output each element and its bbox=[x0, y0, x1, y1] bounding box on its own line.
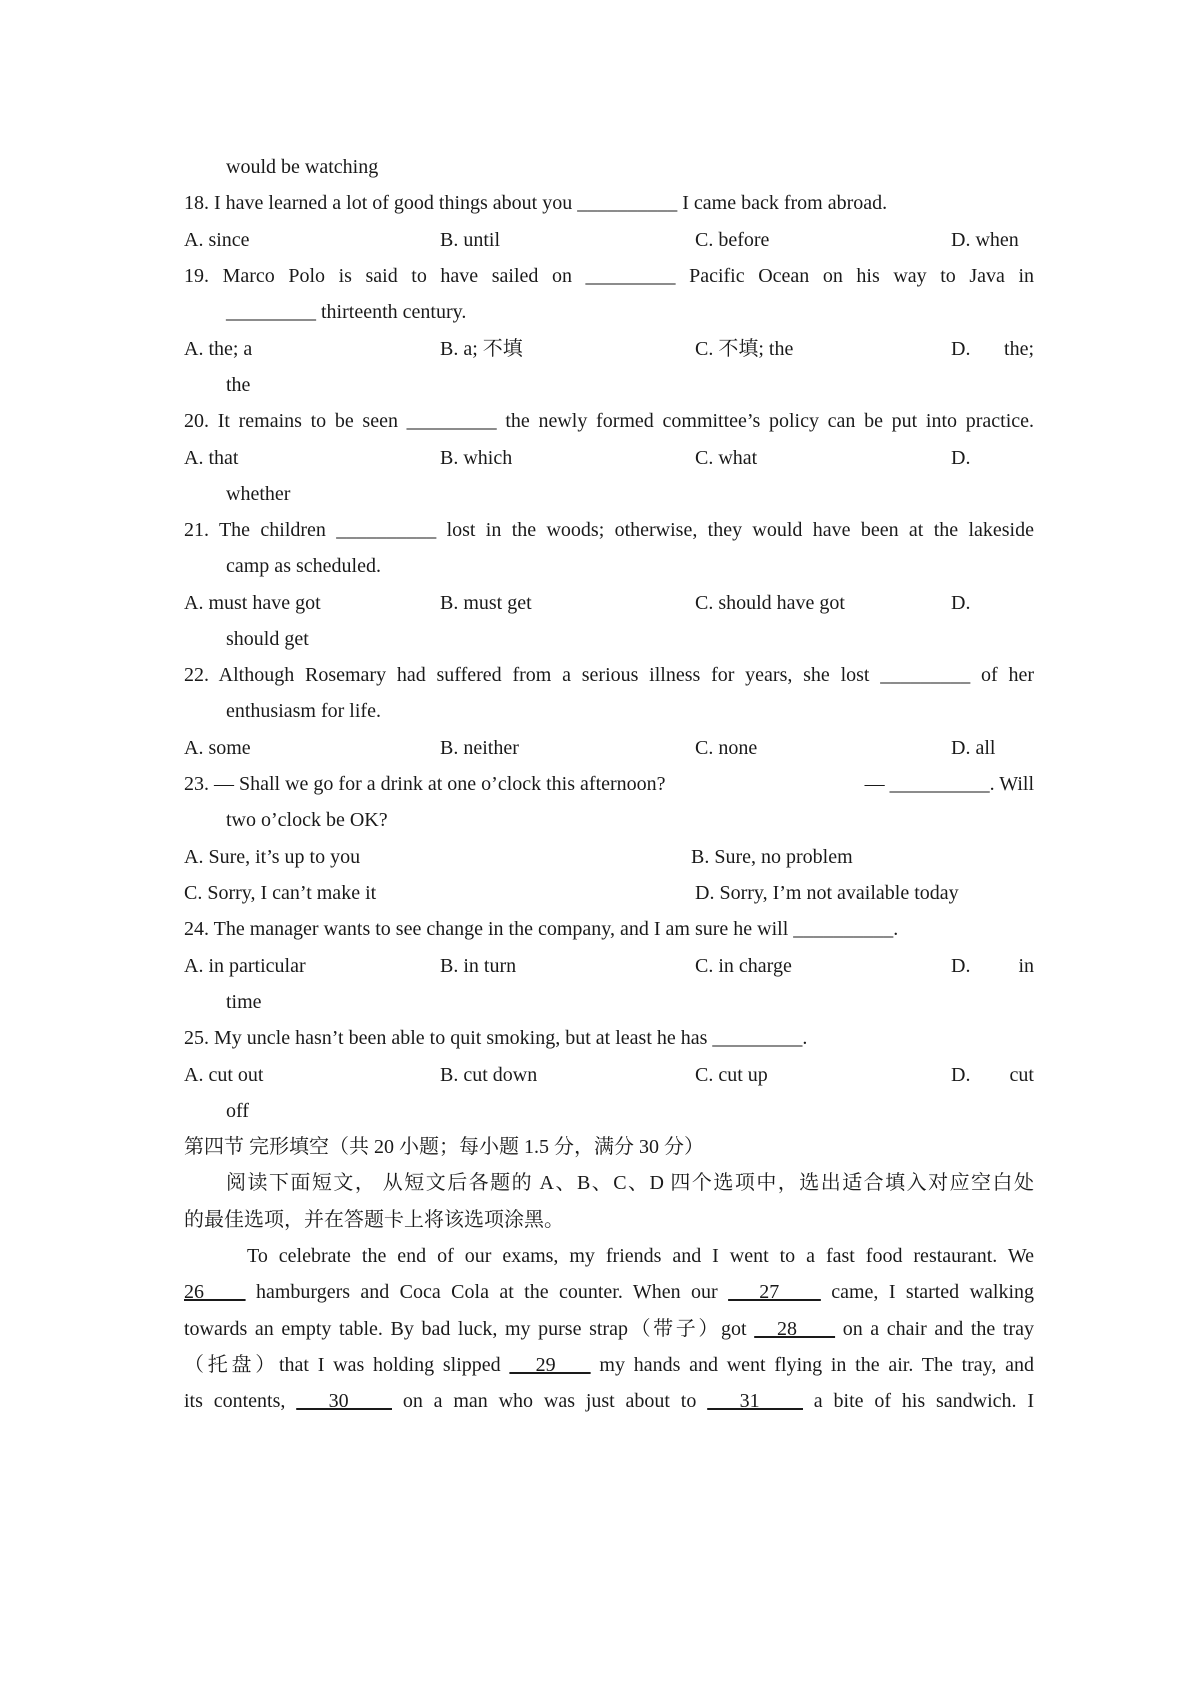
q25-option-b[interactable]: B. cut down bbox=[440, 1064, 538, 1086]
q22-stem-cont: enthusiasm for life. bbox=[226, 700, 381, 722]
q17-option-wrap: would be watching bbox=[226, 156, 379, 178]
q22-option-c[interactable]: C. none bbox=[695, 737, 758, 759]
q22-option-b[interactable]: B. neither bbox=[440, 737, 519, 759]
passage-text: （托盘）that I was holding slipped bbox=[184, 1354, 510, 1376]
q20-option-c[interactable]: C. what bbox=[695, 447, 758, 469]
q21-option-a[interactable]: A. must have got bbox=[184, 592, 321, 614]
q25-stem: 25. My uncle hasn’t been able to quit smoking, but at least he has _________. bbox=[184, 1027, 808, 1049]
q23-option-a[interactable]: A. Sure, it’s up to you bbox=[184, 846, 361, 868]
passage-text: its contents, bbox=[184, 1390, 297, 1412]
blank-26: 26 bbox=[184, 1281, 246, 1303]
q19-option-c[interactable]: C. 不填; the bbox=[695, 338, 794, 360]
q25-option-c[interactable]: C. cut up bbox=[695, 1064, 768, 1086]
q24-option-b[interactable]: B. in turn bbox=[440, 955, 517, 977]
q20-option-d[interactable]: D. bbox=[951, 447, 971, 469]
q19-option-d[interactable]: D. the; bbox=[951, 338, 1034, 360]
q21-stem-cont: camp as scheduled. bbox=[226, 555, 381, 577]
section-heading: 第四节 完形填空（共 20 小题；每小题 1.5 分，满分 30 分） bbox=[184, 1136, 704, 1158]
q23-stem bbox=[184, 770, 1034, 798]
q23-stem-cont: two o’clock be OK? bbox=[226, 809, 388, 831]
passage-text: hamburgers and Coca Cola at the counter. When our bbox=[245, 1281, 729, 1303]
q23-option-b[interactable]: B. Sure, no problem bbox=[691, 846, 853, 868]
q23-option-d[interactable]: D. Sorry, I’m not available today bbox=[695, 882, 959, 904]
q18-option-b[interactable]: B. until bbox=[440, 229, 501, 251]
passage-line-1: To celebrate the end of our exams, my friends and I went to a fast food restaurant. We bbox=[247, 1245, 1034, 1267]
q23-stem-left: 23. — Shall we go for a drink at one o’clock this afternoon? bbox=[184, 773, 666, 795]
q23-options-row1 bbox=[184, 843, 1034, 871]
q19-option-b[interactable]: B. a; 不填 bbox=[440, 338, 523, 360]
q24-option-d[interactable]: D. in bbox=[951, 955, 1034, 977]
q22-options bbox=[184, 734, 1034, 762]
q18-option-c[interactable]: C. before bbox=[695, 229, 770, 251]
q24-stem: 24. The manager wants to see change in the company, and I am sure he will __________. bbox=[184, 918, 899, 940]
passage-text: my hands and went flying in the air. The tray, and bbox=[590, 1354, 1035, 1376]
q21-option-b[interactable]: B. must get bbox=[440, 592, 532, 614]
q24-option-d-wrap: time bbox=[226, 991, 262, 1013]
q18-stem: 18. I have learned a lot of good things about you __________ I came back from abroad. bbox=[184, 192, 888, 214]
q20-option-a[interactable]: A. that bbox=[184, 447, 239, 469]
q21-option-d[interactable]: D. bbox=[951, 592, 971, 614]
q24-options bbox=[184, 952, 1034, 980]
q20-option-d-wrap: whether bbox=[226, 483, 291, 505]
q23-options-row2 bbox=[184, 879, 1034, 907]
q24-option-a[interactable]: A. in particular bbox=[184, 955, 306, 977]
passage-text: on a chair and the tray bbox=[835, 1318, 1034, 1340]
q21-option-c[interactable]: C. should have got bbox=[695, 592, 845, 614]
blank-31: 31 bbox=[707, 1390, 803, 1412]
passage-line-2 bbox=[184, 1278, 1034, 1306]
passage-text: a bite of his sandwich. I bbox=[802, 1390, 1035, 1412]
blank-30: 30 bbox=[296, 1390, 392, 1412]
passage-line-3 bbox=[184, 1315, 1034, 1343]
q19-stem: 19. Marco Polo is said to have sailed on _________ Pacific Ocean on his way to Java in bbox=[184, 265, 1034, 287]
blank-29: 29 bbox=[509, 1354, 591, 1376]
q25-options bbox=[184, 1061, 1034, 1089]
q20-option-b[interactable]: B. which bbox=[440, 447, 513, 469]
q21-options bbox=[184, 589, 1034, 617]
q25-option-a[interactable]: A. cut out bbox=[184, 1064, 264, 1086]
blank-27: 27 bbox=[728, 1281, 821, 1303]
q19-stem-cont: _________ thirteenth century. bbox=[226, 301, 467, 323]
q20-stem: 20. It remains to be seen _________ the newly formed committee’s policy can be put into practice. bbox=[184, 410, 1034, 432]
q22-option-d[interactable]: D. all bbox=[951, 737, 996, 759]
passage-text: came, I started walking bbox=[820, 1281, 1035, 1303]
q19-option-a[interactable]: A. the; a bbox=[184, 338, 253, 360]
q24-option-c[interactable]: C. in charge bbox=[695, 955, 792, 977]
q23-option-c[interactable]: C. Sorry, I can’t make it bbox=[184, 882, 377, 904]
q18-option-a[interactable]: A. since bbox=[184, 229, 250, 251]
q18-options bbox=[184, 226, 1034, 254]
section-instruction: 阅读下面短文， 从短文后各题的 A、B、C、D 四个选项中，选出适合填入对应空白处 bbox=[226, 1172, 1034, 1194]
blank-28: 28 bbox=[754, 1318, 836, 1340]
q21-option-d-wrap: should get bbox=[226, 628, 309, 650]
passage-line-4 bbox=[184, 1351, 1034, 1379]
passage-line-5 bbox=[184, 1387, 1034, 1415]
q21-stem: 21. The children __________ lost in the woods; otherwise, they would have been at the lakeside bbox=[184, 519, 1034, 541]
passage-text: towards an empty table. By bad luck, my purse strap（带子）got bbox=[184, 1318, 755, 1340]
q25-option-d[interactable]: D. cut bbox=[951, 1064, 1034, 1086]
passage-text: on a man who was just about to bbox=[392, 1390, 708, 1412]
q19-option-d-wrap: the bbox=[226, 374, 251, 396]
q20-options bbox=[184, 444, 1034, 472]
q18-option-d[interactable]: D. when bbox=[951, 229, 1019, 251]
q23-stem-right: — __________. Will bbox=[864, 773, 1034, 795]
q22-option-a[interactable]: A. some bbox=[184, 737, 251, 759]
q25-option-d-wrap: off bbox=[226, 1100, 249, 1122]
q19-options bbox=[184, 335, 1034, 363]
q22-stem: 22. Although Rosemary had suffered from a serious illness for years, she lost _________ of her bbox=[184, 664, 1034, 686]
section-instruction-cont: 的最佳选项，并在答题卡上将该选项涂黑。 bbox=[184, 1209, 564, 1231]
